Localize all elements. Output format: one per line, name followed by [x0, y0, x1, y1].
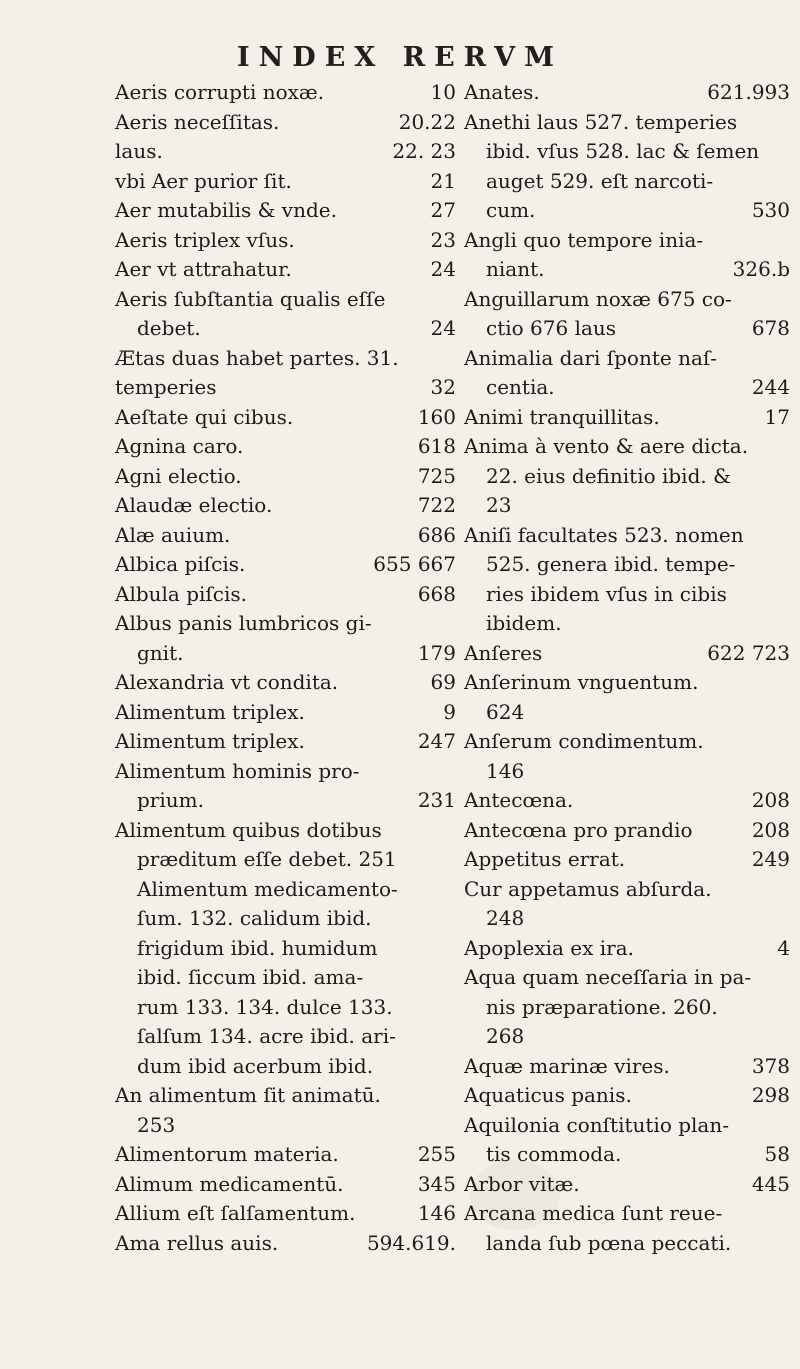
entry-text: landa ſub pœna peccati. — [486, 1230, 732, 1255]
index-entry — [464, 108, 790, 226]
index-entry — [115, 285, 456, 344]
entry-text: Aer mutabilis & vnde. — [115, 198, 337, 222]
entry-page-ref: 27 — [430, 198, 456, 222]
index-entry — [464, 521, 790, 639]
entry-page-ref: 255 — [417, 1142, 456, 1166]
entry-text: Agnina caro. — [115, 434, 244, 458]
page-title: INDEX RERVM — [237, 42, 563, 73]
index-entry — [115, 550, 456, 580]
entry-text: Alaudæ electio. — [115, 493, 273, 517]
entry-page-ref: 23 — [430, 227, 456, 252]
index-entry — [464, 934, 790, 964]
index-entry — [464, 1199, 790, 1258]
entry-text: ſum. 132. calidum ibid. — [137, 906, 372, 930]
entry-text: Aeris ſubſtantia qualis eſſe — [115, 286, 386, 311]
index-entry — [115, 609, 456, 668]
entry-text: 525. genera ibid. tempe- — [486, 552, 736, 576]
entry-page-ref: 678 — [751, 316, 790, 340]
index-entry — [115, 1229, 456, 1259]
entry-page-ref: 4 — [777, 935, 790, 960]
index-entry — [115, 432, 456, 462]
index-entry — [464, 1052, 790, 1082]
index-entry — [464, 344, 790, 403]
index-entry — [115, 196, 456, 226]
entry-text: rum 133. 134. dulce 133. — [137, 994, 393, 1019]
index-entry — [115, 462, 456, 492]
entry-page-ref: 17 — [764, 404, 790, 429]
entry-text: Antecœna pro prandio — [464, 817, 693, 842]
entry-text: Anſerinum vnguentum. — [464, 670, 699, 694]
entry-text: ibid. vſus 528. lac & ſemen — [486, 139, 760, 163]
entry-page-ref: 445 — [751, 1171, 790, 1196]
entry-text: Animalia dari ſponte naſ- — [464, 345, 718, 370]
index-entry — [115, 668, 456, 698]
entry-page-ref: 247 — [417, 729, 456, 753]
entry-text: Aqua quam neceſſaria in pa- — [464, 965, 752, 989]
entry-page-ref: 160 — [417, 404, 456, 429]
entry-text: Ama rellus auis. — [115, 1230, 279, 1255]
entry-text: 253 — [137, 1112, 176, 1137]
index-entry — [115, 1140, 456, 1170]
entry-page-ref: 179 — [417, 640, 456, 665]
index-entry — [464, 875, 790, 934]
entry-text: Alexandria vt condita. — [115, 670, 339, 694]
entry-text: Animi tranquillitas. — [464, 404, 660, 429]
entry-page-ref: 725 — [417, 463, 456, 488]
index-entry — [115, 403, 456, 433]
entry-text: Alimentum hominis pro- — [115, 758, 360, 783]
entry-text: tis commoda. — [486, 1142, 622, 1166]
entry-page-ref: 69 — [430, 670, 456, 694]
entry-page-ref: 686 — [417, 522, 456, 547]
entry-page-ref: 58 — [764, 1142, 790, 1166]
entry-page-ref: 24 — [430, 257, 456, 281]
entry-page-ref: 21 — [430, 168, 456, 193]
entry-page-ref: 668 — [417, 581, 456, 606]
index-entry — [115, 1199, 456, 1229]
entry-text: nis præparatione. 260. — [486, 994, 718, 1019]
entry-page-ref: 244 — [751, 375, 790, 399]
left-column — [115, 78, 462, 1258]
index-entry — [464, 639, 790, 669]
entry-text: Albula piſcis. — [115, 581, 248, 606]
index-entry — [464, 1170, 790, 1200]
entry-page-ref: 249 — [751, 847, 790, 871]
entry-text: Allium eſt ſalſamentum. — [115, 1201, 356, 1225]
entry-page-ref: 146 — [417, 1201, 456, 1225]
index-entry — [115, 727, 456, 757]
entry-text: temperies — [115, 375, 217, 399]
index-entry — [464, 432, 790, 521]
entry-page-ref: 20.22 — [398, 109, 456, 134]
entry-text: Aeris corrupti noxæ. — [115, 80, 325, 104]
entry-text: Alimentum quibus dotibus — [115, 817, 382, 842]
entry-text: gnit. — [137, 640, 184, 665]
entry-text: Cur appetamus abſurda. — [464, 876, 712, 901]
entry-text: 268 — [486, 1024, 525, 1048]
entry-text: præditum eſſe debet. 251 — [137, 847, 397, 871]
entry-text: Aniſi facultates 523. nomen — [464, 522, 744, 547]
entry-text: Anguillarum noxæ 675 co- — [464, 286, 732, 311]
entry-page-ref: 10 — [430, 80, 456, 104]
entry-text: Aquæ marinæ vires. — [464, 1053, 670, 1078]
entry-page-ref: 298 — [751, 1083, 790, 1107]
entry-text: Ætas duas habet partes. 31. — [115, 345, 399, 370]
index-entry — [115, 78, 456, 108]
entry-page-ref: 326.b — [732, 257, 790, 281]
right-column — [464, 78, 796, 1258]
entry-text: Aer vt attrahatur. — [115, 257, 292, 281]
entry-text: ſalſum 134. acre ibid. ari- — [137, 1024, 396, 1048]
index-entry — [115, 1081, 456, 1140]
entry-text: Anſeres — [464, 640, 543, 665]
entry-text: Aeris neceſſitas. — [115, 109, 280, 134]
entry-text: cum. — [486, 198, 536, 222]
entry-text: ctio 676 laus — [486, 316, 617, 340]
index-entry — [115, 580, 456, 610]
entry-text: Albica piſcis. — [115, 552, 246, 576]
entry-text: Alæ auium. — [115, 522, 231, 547]
entry-page-ref: 378 — [751, 1053, 790, 1078]
entry-text: Albus panis lumbricos gi- — [115, 611, 372, 635]
entry-text: auget 529. eſt narcoti- — [486, 168, 714, 193]
index-entry — [115, 255, 456, 285]
entry-text: Aquaticus panis. — [464, 1083, 632, 1107]
entry-text: 22. eius definitio ibid. & — [486, 463, 731, 488]
index-entry — [464, 285, 790, 344]
entry-text: Aeſtate qui cibus. — [115, 404, 294, 429]
entry-text: ibidem. — [486, 611, 562, 635]
entry-text: Antecœna. — [464, 788, 574, 812]
entry-text: Anethi laus 527. temperies — [464, 109, 738, 134]
entry-text: ries ibidem vſus in cibis — [486, 581, 727, 606]
index-entry — [464, 963, 790, 1052]
entry-text: Apoplexia ex ira. — [464, 935, 634, 960]
entry-page-ref: 24 — [430, 316, 456, 340]
entry-page-ref: 655 667 — [373, 552, 456, 576]
index-entry — [115, 521, 456, 551]
entry-text: Agni electio. — [115, 463, 242, 488]
entry-text: ibid. ſiccum ibid. ama- — [137, 965, 364, 989]
entry-page-ref: 622 723 — [707, 640, 790, 665]
entry-text: Anates. — [464, 80, 540, 104]
index-entry — [115, 108, 456, 138]
entry-text: Alimum medicamentū. — [115, 1171, 344, 1196]
index-entry — [464, 816, 790, 846]
index-entry — [115, 373, 456, 403]
entry-page-ref: 208 — [751, 817, 790, 842]
entry-page-ref: 32 — [430, 375, 456, 399]
entry-page-ref: 22. 23 — [392, 139, 456, 163]
entry-text: 23 — [486, 493, 512, 517]
entry-text: 248 — [486, 906, 525, 930]
entry-text: frigidum ibid. humidum — [137, 935, 378, 960]
index-entry — [464, 1081, 790, 1111]
index-entry — [115, 816, 456, 1082]
index-entry — [115, 167, 456, 197]
entry-page-ref: 345 — [417, 1171, 456, 1196]
index-entry — [115, 137, 456, 167]
entry-page-ref: 231 — [417, 788, 456, 812]
index-entry — [115, 1170, 456, 1200]
entry-text: Aeris triplex vſus. — [115, 227, 295, 252]
entry-page-ref: 9 — [443, 699, 456, 724]
index-entry — [464, 226, 790, 285]
entry-text: Alimentum triplex. — [115, 729, 305, 753]
index-entry — [115, 344, 456, 374]
entry-page-ref: 208 — [751, 788, 790, 812]
entry-text: vbi Aer purior ſit. — [115, 168, 292, 193]
entry-text: 146 — [486, 758, 525, 783]
entry-text: Angli quo tempore inia- — [464, 227, 704, 252]
index-entry — [464, 403, 790, 433]
entry-text: dum ibid acerbum ibid. — [137, 1053, 374, 1078]
entry-text: Alimentorum materia. — [115, 1142, 339, 1166]
entry-text: Alimentum triplex. — [115, 699, 305, 724]
entry-text: debet. — [137, 316, 201, 340]
index-entry — [115, 226, 456, 256]
entry-text: Arbor vitæ. — [464, 1171, 580, 1196]
entry-text: Appetitus errat. — [464, 847, 626, 871]
entry-page-ref: 621.993 — [707, 80, 790, 104]
index-entry — [464, 1111, 790, 1170]
entry-text: Aquilonia conſtitutio plan- — [464, 1112, 729, 1137]
entry-text: Arcana medica ſunt reue- — [464, 1201, 723, 1225]
entry-text: laus. — [115, 139, 163, 163]
index-entry — [115, 757, 456, 816]
entry-page-ref: 530 — [751, 198, 790, 222]
entry-text: 624 — [486, 699, 525, 724]
entry-page-ref: 722 — [417, 493, 456, 517]
index-entry — [464, 727, 790, 786]
entry-text: Alimentum medicamento- — [137, 876, 398, 901]
entry-text: Anima à vento & aere dicta. — [464, 434, 749, 458]
index-entry — [115, 698, 456, 728]
entry-page-ref: 618 — [417, 434, 456, 458]
entry-text: An alimentum ſit animatū. — [115, 1083, 381, 1107]
index-entry — [464, 845, 790, 875]
entry-text: prium. — [137, 788, 204, 812]
entry-text: centia. — [486, 375, 555, 399]
index-entry — [464, 668, 790, 727]
entry-text: Anſerum condimentum. — [464, 729, 704, 753]
entry-text: niant. — [486, 257, 545, 281]
entry-page-ref: 594.619. — [366, 1230, 456, 1255]
index-entry — [464, 786, 790, 816]
index-entry — [464, 78, 790, 108]
index-entry — [115, 491, 456, 521]
